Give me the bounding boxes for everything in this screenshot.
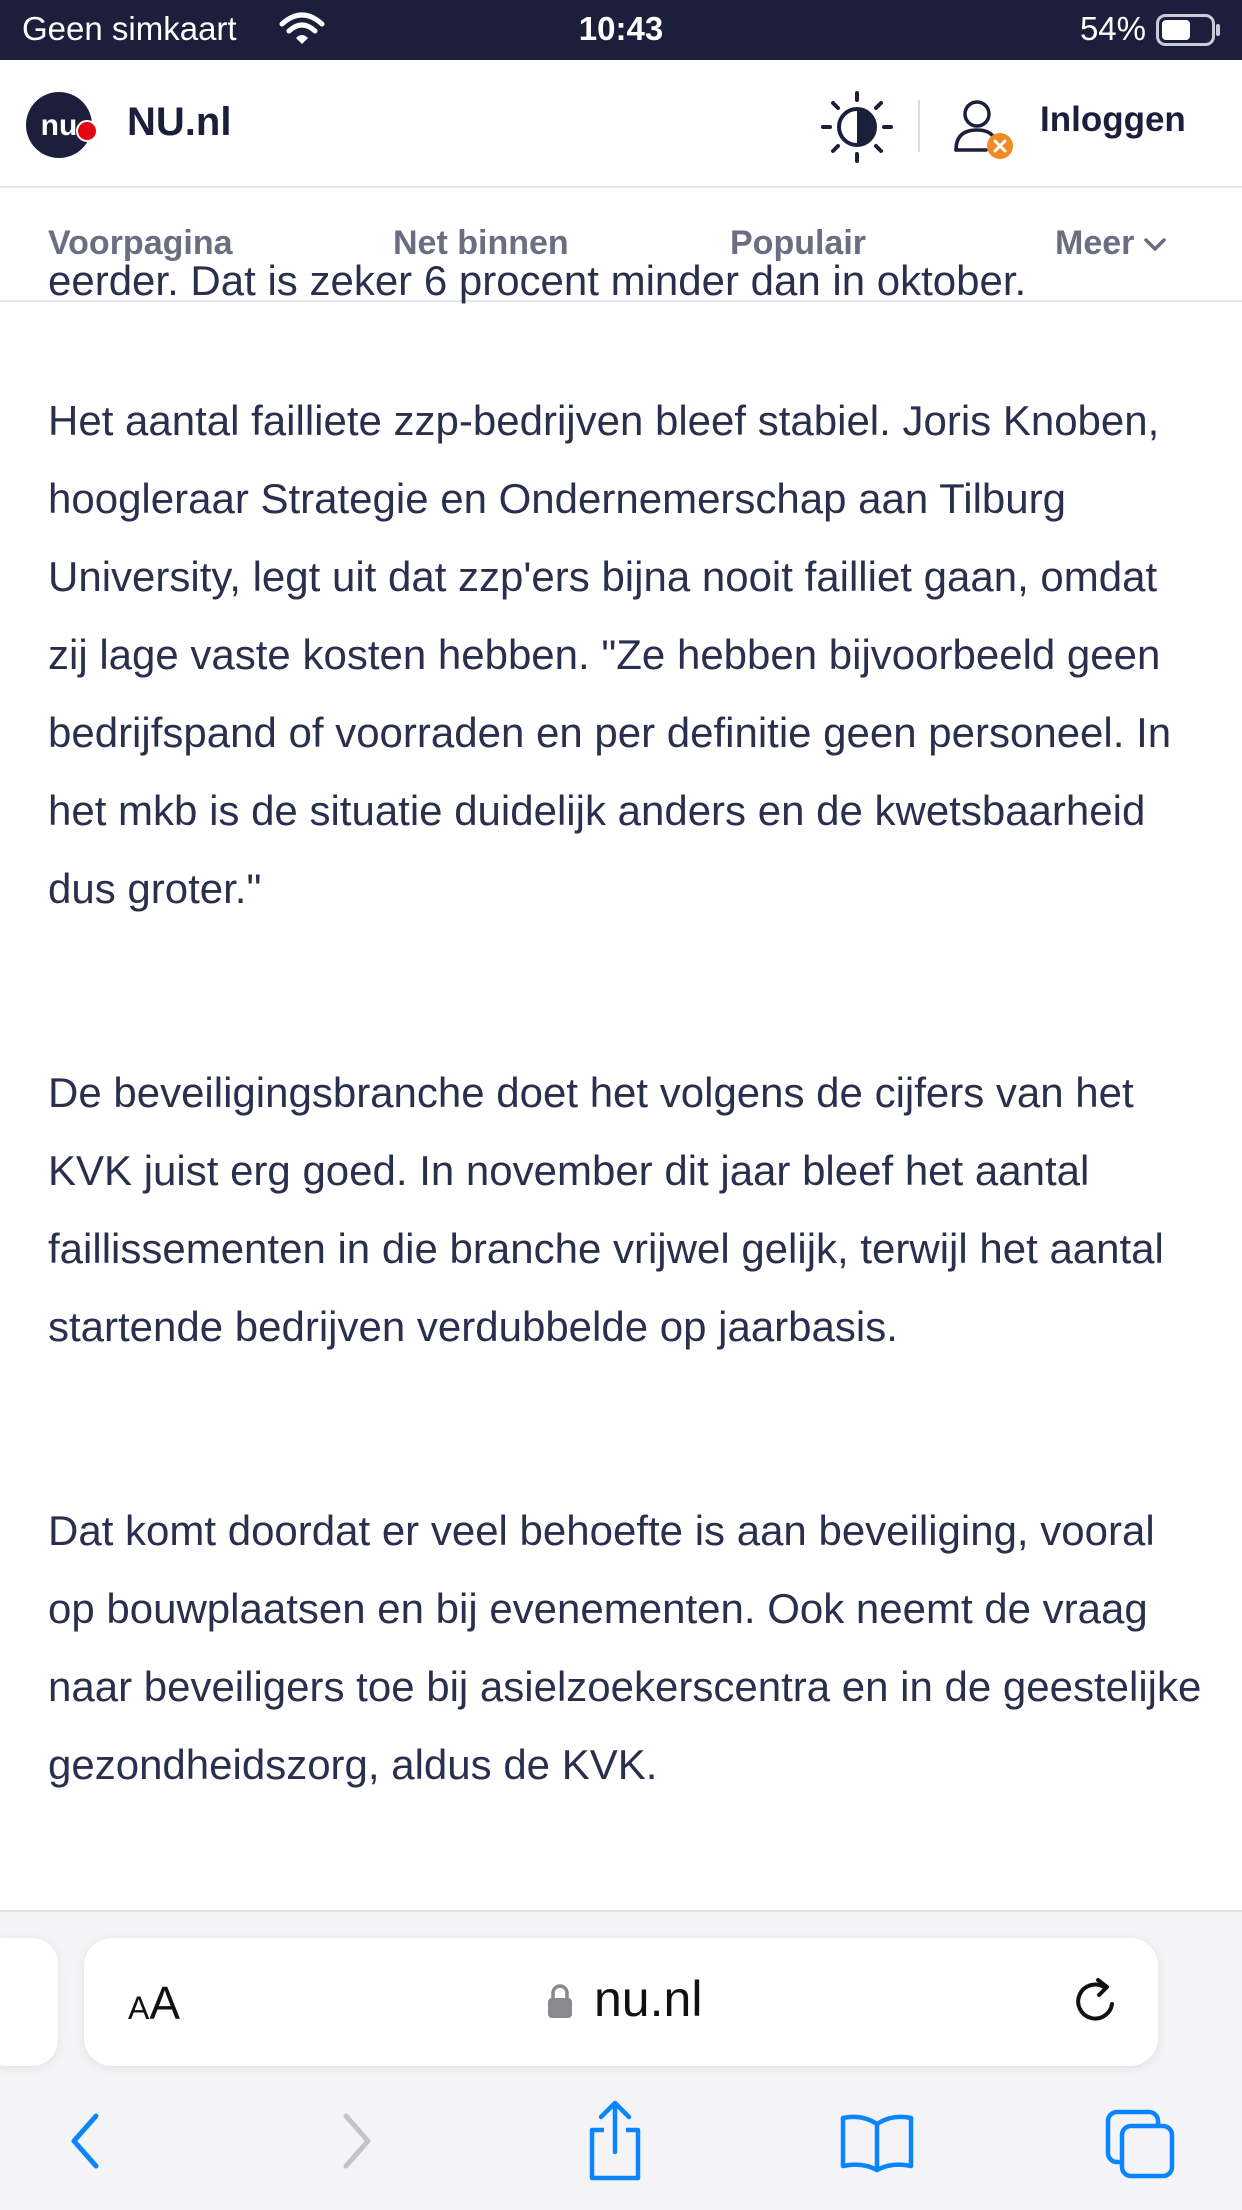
article-paragraph: Het aantal failliete zzp-bedrijven bleef stabiel. Joris Knoben, hoogleraar Strategie en Ondernemerschap aan Tilburg University, legt uit dat zzp'ers bijna nooit failliet gaan, omdat zij lage vaste kosten hebben. "Ze hebben bijvoorbeeld geen bedrijfspand of voorraden en per definitie geen personeel. In het mkb is de situatie duidelijk anders en de kwetsbaarheid dus groter." bbox=[48, 397, 1172, 912]
browser-bottom-bar bbox=[0, 1910, 1242, 2210]
previous-tab-peek[interactable] bbox=[0, 1938, 58, 2066]
battery-icon bbox=[1156, 14, 1222, 46]
theme-toggle-icon[interactable] bbox=[820, 90, 894, 164]
clock: 10:43 bbox=[578, 10, 664, 47]
lock-icon bbox=[546, 1982, 574, 2020]
article-body bbox=[0, 257, 1242, 1910]
user-icon[interactable] bbox=[950, 96, 1016, 162]
site-name[interactable]: NU.nl bbox=[127, 100, 232, 144]
article-paragraph: Dat komt doordat er veel behoefte is aan beveiliging, vooral op bouwplaatsen en bij evenementen. Ook neemt de vraag naar beveiligers toe bij asielzoekerscentra en in de geestelijke gezondheidszorg, aldus de KVK. bbox=[48, 1507, 1202, 1788]
url-text: nu.nl bbox=[594, 1971, 703, 2027]
reload-icon[interactable] bbox=[1068, 1974, 1124, 2030]
nav-item-voorpagina[interactable]: Voorpagina bbox=[48, 224, 233, 262]
forward-icon[interactable] bbox=[330, 2110, 380, 2172]
nav-item-net-binnen[interactable]: Net binnen bbox=[393, 224, 569, 262]
address-bar[interactable] bbox=[84, 1938, 1158, 2066]
back-icon[interactable] bbox=[62, 2110, 112, 2172]
bookmarks-icon[interactable] bbox=[838, 2112, 916, 2174]
article-cut-line: eerder. Dat is zeker 6 procent minder dan in oktober. bbox=[48, 257, 1027, 304]
article-paragraph: De beveiligingsbranche doet het volgens de cijfers van het KVK juist erg goed. In november dit jaar bleef het aantal faillissementen in die branche vrijwel gelijk, terwijl het aantal startende bedrijven verdubbelde op jaarbasis. bbox=[48, 1069, 1164, 1350]
svg-text:nu: nu bbox=[40, 109, 78, 142]
login-link[interactable]: Inloggen bbox=[1040, 100, 1186, 139]
nav-item-meer-label: Meer bbox=[1055, 224, 1135, 262]
tabs-icon[interactable] bbox=[1104, 2108, 1176, 2180]
status-bar bbox=[0, 0, 1242, 60]
header-divider bbox=[918, 100, 920, 152]
battery-percentage: 54% bbox=[1079, 10, 1146, 47]
nav-item-populair[interactable]: Populair bbox=[730, 224, 867, 262]
carrier-label: Geen simkaart bbox=[22, 10, 237, 47]
share-icon[interactable] bbox=[582, 2100, 648, 2182]
nu-logo[interactable] bbox=[25, 91, 101, 159]
site-header bbox=[0, 60, 1242, 188]
text-size-button[interactable]: AA bbox=[128, 1977, 181, 2029]
